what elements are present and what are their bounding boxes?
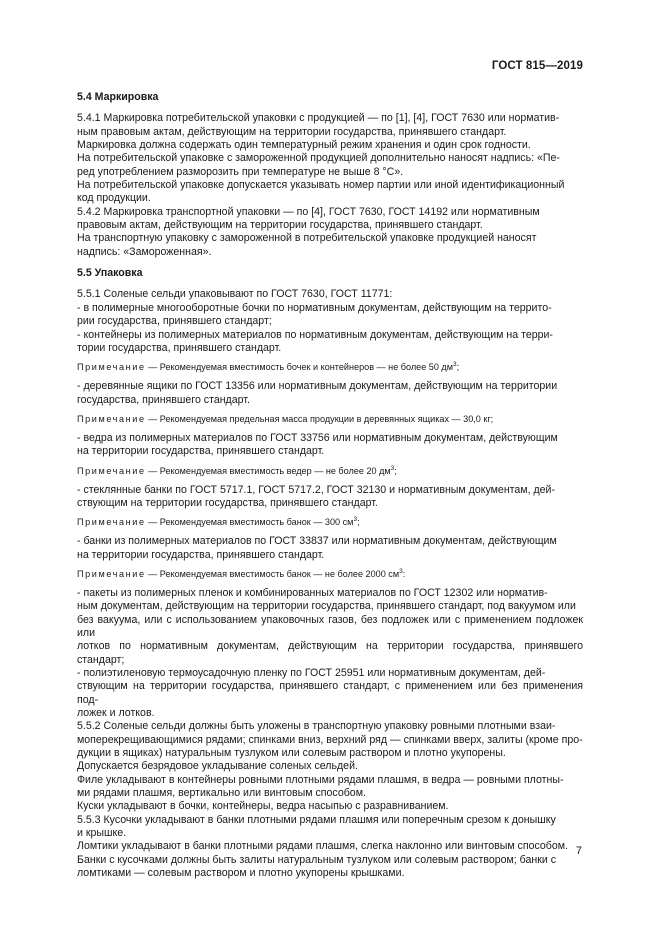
note: Примечание — Рекомендуемая предельная масса продукции в деревянных ящиках — 30,0 кг; <box>77 413 494 424</box>
paragraph: Допускается безрядовое укладывание соленых сельдей. <box>77 760 358 773</box>
paragraph: Банки с кусочками должны быть залиты натуральным тузлуком или солевым раствором; банки с ломтиками — солевым раствором и плотно укупорены крышками. <box>77 853 557 880</box>
note: Примечание — Рекомендуемая вместимость банок — не более 2000 $см^3$: <box>77 567 406 579</box>
note: Примечание — Рекомендуемая вместимость бочек и контейнеров — не более 50 $дм^3$; <box>77 361 460 373</box>
paragraph: 5.5.3 Кусочки укладывают в банки плотными рядами плашмя или поперечным срезом к донышку и крышке. <box>77 813 556 840</box>
list-item: - полиэтиленовую термоусадочную пленку по ГОСТ 25951 или нормативным документам, дей- ствующим на территории государства, принявшего стандарт, с применением или без применения под- ложек и лотков. <box>77 667 583 720</box>
paragraph: Маркировка должна содержать один температурный режим хранения и один срок годности. <box>77 139 531 152</box>
section-heading-marking: 5.4 Маркировка <box>77 91 159 103</box>
list-item: - стеклянные банки по ГОСТ 5717.1, ГОСТ 5717.2, ГОСТ 32130 и нормативным документам, дей- ствующим на территории государства, принявшего стандарт. <box>77 483 555 509</box>
document-body <box>77 91 583 881</box>
paragraph: 5.4.1 Маркировка потребительской упаковки с продукцией — по [1], [4], ГОСТ 7630 или норматив- ным правовым актам, действующим на территории государства, принявшего стандарт. <box>77 112 560 138</box>
paragraph: 5.5.1 Соленые сельди упаковывают по ГОСТ 7630, ГОСТ 11771: <box>77 288 393 301</box>
standard-designation: ГОСТ 815—2019 <box>491 60 583 72</box>
paragraph: На транспортную упаковку с замороженной в потребительской упаковке продукцией наносят надпись: «Замороженная». <box>77 232 537 258</box>
paragraph: Филе укладывают в контейнеры ровными плотными рядами плашмя, в ведра — ровными плотны- ми рядами плашмя, вертикально или винтовым способом. <box>77 773 564 800</box>
list-item: - ведра из полимерных материалов по ГОСТ 33756 или нормативным документам, действующим на территории государства, принявшего стандарт. <box>77 431 558 458</box>
list-item: - пакеты из полимерных пленок и комбинированных материалов по ГОСТ 12302 или норматив- ным документам, действующим на территории государства, принявшего стандарт, под вакуумом или без вакуума, или с использованием упаковочных газов, без подложек или с применением подложек или лотков по нормативным документам, действующим на территории государства, принявшего стандарт; <box>77 586 583 666</box>
list-item: - контейнеры из полимерных материалов по нормативным документам, действующим на терри- тории государства, принявшего стандарт. <box>77 328 553 354</box>
paragraph: На потребительской упаковке допускается указывать номер партии или иной идентификационный код продукции. <box>77 179 565 205</box>
paragraph: Куски укладывают в бочки, контейнеры, ведра насыпью с разравниванием. <box>77 800 449 813</box>
page-number: 7 <box>575 845 582 857</box>
paragraph: 5.4.2 Маркировка транспортной упаковки — по [4], ГОСТ 7630, ГОСТ 14192 или нормативным правовым актам, действующим на территории государства, принявшего стандарт. <box>77 205 540 232</box>
note: Примечание — Рекомендуемая вместимость ведер — не более 20 $дм^3$; <box>77 464 397 476</box>
note: Примечание — Рекомендуемая вместимость банок — 300 $см^3$; <box>77 516 360 528</box>
list-item: - деревянные ящики по ГОСТ 13356 или нормативным документам, действующим на территории государства, принявшего стандарт. <box>77 380 558 406</box>
paragraph: 5.5.2 Соленые сельди должны быть уложены в транспортную упаковку ровными плотными взаи- моперекрещивающимися рядами; спинками вниз, верхний ряд — спинками вверх, залиты (кроме про- дукции в ящиках) натуральным тузлуком или солевым раствором и плотно укупорены. <box>77 720 583 760</box>
paragraph: Ломтики укладывают в банки плотными рядами плашмя, слегка наклонно или винтовым способом. <box>77 840 568 853</box>
list-item: - банки из полимерных материалов по ГОСТ 33837 или нормативным документам, действующим на территории государства, принявшего стандарт. <box>77 535 557 561</box>
paragraph: На потребительской упаковке с замороженной продукцией дополнительно наносят надпись: «Пе- ред употреблением разморозить при температуре не выше 8 °С». <box>77 152 560 178</box>
list-item: - в полимерные многооборотные бочки по нормативным документам, действующим на террито- рии государства, принявшего стандарт; <box>77 301 552 328</box>
section-heading-packaging: 5.5 Упаковка <box>77 267 143 280</box>
